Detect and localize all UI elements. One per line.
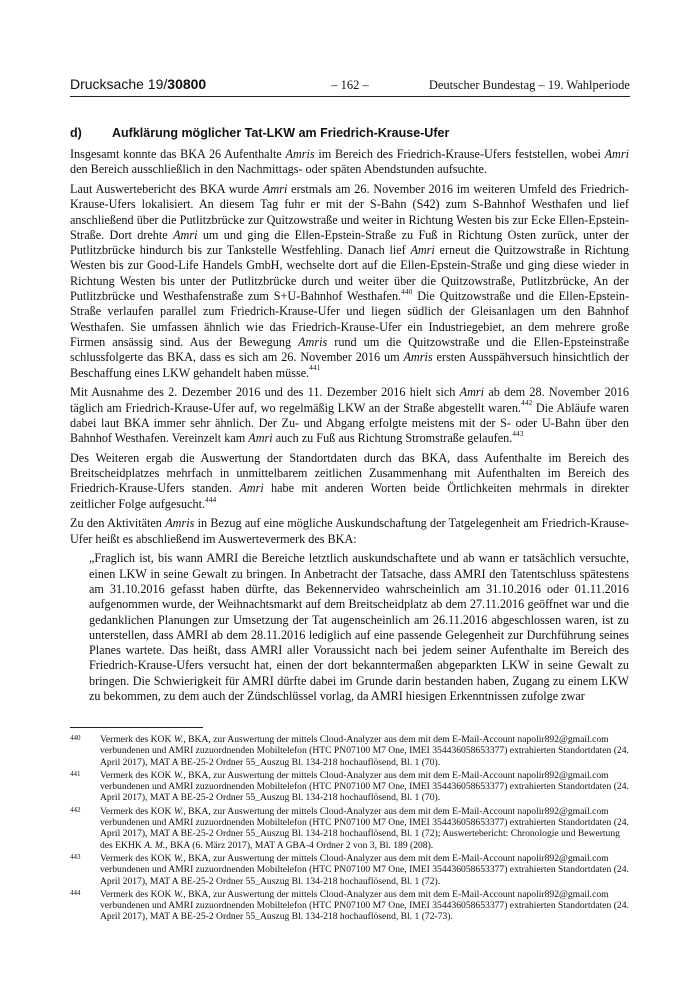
- text-run: ab dem 28. November 2016 täglich am Friedrich-Krause-Ufer auf, wo regelmäßig LKW an der Straße abgestellt waren.: [70, 385, 629, 415]
- text-run: erneut die Quitzowstraße in Richtung Westen bis zur Good-Life Handels GmbH, wechselte dort auf die Ellen-Epstein-Straße und ging diese wieder in Richtung Westen bis unter der Putlitzbrücke durch und weiter über die Quitzowstraße, Putlitzbrücke, An der Putlitzbrücke und Westhafenstraße zum S+U-Bahnhof Westhafen.: [70, 243, 630, 304]
- footnote-ref: 442: [520, 398, 533, 408]
- footnote-ref: 441: [309, 363, 321, 373]
- paragraph: [70, 385, 629, 446]
- italic-text: Amris: [298, 334, 328, 349]
- text-run: Vermerk des KOK: [100, 805, 174, 817]
- text-run: „Fraglich ist, bis wann AMRI die Bereiche letztlich auskundschaftete und ab wann er tatsächlich versuchte, einen LKW in seine Gewalt zu bringen. In Anbetracht der Tatsache, dass AMRI den Tatentschluss spätestens am 31.10.2016 gefasst haben dürfte, das Bekennervideo wahrscheinlich am 31.10.2016 oder 01.11.2016 aufgenommen wurde, der Weihnachtsmarkt auf dem Breitscheidplatz ab dem 27.11.2016 geöffnet war und die gedanklichen Planungen zur Umsetzung der Tat augenscheinlich am 26.11.2016 abgeschlossen waren, ist zu unterstellen, dass AMRI ab dem 28.11.2016 lediglich auf eine passende Gelegenheit zur Durchführung seines Planes wartete. Das heißt, dass AMRI aller Voraussicht nach bei jedem seiner Aufenthalte im Bereich des Friedrich-Krause-Ufers versucht hat, einen der dort bekanntermaßen abgeparkten LKW in seine Gewalt zu bringen. Die Schwierigkeit für AMRI dürfte dabei im Grunde darin bestanden haben, Zugang zu einem LKW zu bekommen, zu dem auch der Zündschlüssel vorlag, da AMRI hiesigen Erkenntnissen zufolge zwar: [89, 551, 629, 704]
- italic-text: Amri: [604, 147, 629, 161]
- text-run: um und ging die Ellen-Epstein-Straße zu Fuß in Richtung Osten zurück, unter der Putlitzbrücke hindurch bis zur Tankstelle Westfehling. Danach lief: [70, 227, 629, 258]
- italic-text: Amris: [403, 350, 433, 365]
- italic-text: W.: [173, 852, 184, 864]
- text-run: Mit Ausnahme des 2. Dezember 2016 und des 11. Dezember 2016 hielt sich: [70, 385, 460, 400]
- footnote: [70, 889, 630, 923]
- text-run: ersten Ausspähversuch hinsichtlich der Beschaffung eines LKW gehandelt haben müsse.: [70, 350, 629, 380]
- italic-text: W.: [173, 769, 184, 781]
- text-run: habe mit anderen Worten beide Örtlichkeiten mehrmals in direkter zeitlicher Folge aufgesucht.: [70, 481, 629, 511]
- section-title: Aufklärung möglicher Tat-LKW am Friedrich-Krause-Ufer: [112, 126, 450, 140]
- italic-text: Amris: [285, 147, 315, 161]
- italic-text: A. M.: [144, 839, 166, 851]
- italic-text: W.: [173, 734, 184, 745]
- italic-text: Amri: [239, 481, 264, 496]
- text-run: im Bereich des Friedrich-Krause-Ufers feststellen, wobei: [314, 147, 605, 161]
- footnote-number: 440: [70, 734, 81, 742]
- footnote: [70, 853, 630, 887]
- text-run: erstmals am 26. November 2016 im weiteren Umfeld des Friedrich-Krause-Ufers lokalisiert. An diesem Tag fuhr er mit der S-Bahn (S42) zum S-Bahnhof Westhafen und lief anschließend über die Putlitzbrücke zur Quitzowstraße und weiter in Richtung Westen bis zur Ecke Ellen-Epstein-Straße. Dort drehte: [70, 181, 629, 242]
- text-run: Vermerk des KOK: [100, 734, 174, 745]
- text-run: , BKA, zur Auswertung der mittels Cloud-Analyzer aus dem mit dem E-Mail-Account napolir892@gmail.com verbundenen und AMRI zuzuordnenden Mobiltelefon (HTC PN07100 M7 One, IMEI 354436058653377) extrahierten Standortdaten (24. April 2017), MAT A BE-25-2 Ordner 55_Auszug Bl. 134-218 hochauflösend, Bl. 1 (72).: [100, 852, 629, 887]
- text-run: , BKA, zur Auswertung der mittels Cloud-Analyzer aus dem mit dem E-Mail-Account napolir892@gmail.com verbundenen und AMRI zuzuordnenden Mobiltelefon (HTC PN07100 M7 One, IMEI 354436058653377) extrahierten Standortdaten (24. April 2017), MAT A BE-25-2 Ordner 55_Auszug Bl. 134-218 hochauflösend, Bl. 1 (70).: [100, 734, 629, 768]
- drucksache-prefix: Drucksache 19/: [70, 76, 168, 92]
- italic-text: Amris: [165, 516, 195, 531]
- text-run: Vermerk des KOK: [100, 852, 174, 864]
- footnote-ref: 440: [401, 287, 413, 296]
- text-run: Vermerk des KOK: [100, 888, 174, 900]
- footnote: [70, 734, 630, 768]
- footnote-ref: 443: [512, 429, 524, 439]
- text-run: , BKA, zur Auswertung der mittels Cloud-Analyzer aus dem mit dem E-Mail-Account napolir892@gmail.com verbundenen und AMRI zuzuordnenden Mobiltelefon (HTC PN07100 M7 One, IMEI 354436058653377) extrahierten Standortdaten (24. April 2017), MAT A BE-25-2 Ordner 55_Auszug Bl. 134-218 hochauflösend, Bl. 1 (72-73).: [100, 888, 629, 923]
- italic-text: Amri: [410, 243, 435, 258]
- footnote-number: 442: [70, 805, 81, 814]
- section-number: d): [70, 126, 82, 140]
- italic-text: Amri: [262, 181, 288, 196]
- paragraph: [70, 182, 629, 381]
- text-run: in Bezug auf eine mögliche Auskundschaftung der Tatgelegenheit am Friedrich-Krause-Ufer heißt es abschließend im Auswertevermerk des BKA:: [70, 516, 629, 546]
- italic-text: Amri: [248, 431, 273, 446]
- italic-text: Amri: [459, 385, 485, 400]
- header-publisher: Deutscher Bundestag – 19. Wahlperiode: [428, 78, 630, 92]
- text-run: Die Abläufe waren dabei laut BKA immer sehr ähnlich. Der Zu- und Abgang erfolgte meistens mit der S- oder U-Bahn über den Bahnhof Westhafen. Vereinzelt kam: [70, 400, 629, 446]
- text-run: Zu den Aktivitäten: [70, 516, 166, 531]
- page-number: – 162 –: [331, 78, 369, 92]
- paragraph: [70, 147, 629, 178]
- text-run: Laut Auswertebericht des BKA wurde: [70, 181, 263, 196]
- text-run: Insgesamt konnte das BKA 26 Aufenthalte: [70, 147, 286, 161]
- italic-text: W.: [173, 888, 184, 900]
- block-quote: [89, 551, 629, 704]
- paragraph: [70, 451, 629, 512]
- paragraph: [70, 516, 629, 547]
- text-run: rund um die Quitzowstraße und die Ellen-Epsteinstraße schlussfolgerte das BKA, dass es sich am 26. November 2016 um: [70, 334, 629, 365]
- text-run: Des Weiteren ergab die Auswertung der Standortdaten durch das BKA, dass Aufenthalte im Bereich des Breitscheidplatzes mehrfach in unmittelbarem zeitlichen Zusammenhang mit Aufenthalten im Bereich des Friedrich-Krause-Ufers standen.: [70, 450, 629, 496]
- footnote-number: 441: [70, 769, 81, 778]
- footnote-number: 443: [70, 852, 81, 861]
- text-run: auch zu Fuß aus Richtung Stromstraße gelaufen.: [272, 431, 513, 446]
- footnote: [70, 770, 630, 804]
- body-text: [70, 147, 629, 709]
- text-run: , BKA, zur Auswertung der mittels Cloud-Analyzer aus dem mit dem E-Mail-Account napolir892@gmail.com verbundenen und AMRI zuzuordnenden Mobiltelefon (HTC PN07100 M7 One, IMEI 354436058653377) extrahierten Standortdaten (24. April 2017), MAT A BE-25-2 Ordner 55_Auszug Bl. 134-218 hochauflösend, Bl. 1 (70).: [100, 769, 629, 804]
- footnote-ref: 444: [205, 494, 217, 504]
- text-run: den Bereich ausschließlich in den Nachmittags- oder späten Abendstunden aufsuchte.: [70, 162, 487, 177]
- text-run: , BKA (6. März 2017), MAT A GBA-4 Ordner 2 von 3, Bl. 189 (208).: [165, 839, 434, 851]
- text-run: Die Quitzowstraße und die Ellen-Epstein-Straße verlaufen parallel zum Friedrich-Krause-Ufer und liegen südlich der Gleisanlagen um den Bahnhof Westhafen. Sie umfassen ähnlich wie das Friedrich-Krause-Ufer ein Industriegebiet, an dem mehrere große Firmen ansässig sind. Aus der Bewegung: [70, 289, 629, 349]
- italic-text: W.: [173, 805, 184, 817]
- text-run: Vermerk des KOK: [100, 769, 174, 781]
- italic-text: Amri: [173, 227, 198, 242]
- footnotes: [70, 734, 630, 925]
- text-run: , BKA, zur Auswertung der mittels Cloud-Analyzer aus dem mit dem E-Mail-Account napolir892@gmail.com verbundenen und AMRI zuzuordnenden Mobiltelefon (HTC PN07100 M7 One, IMEI 354436058653377) extrahierten Standortdaten (24. April 2017), MAT A BE-25-2 Ordner 55_Auszug Bl. 134-218 hochauflösend, Bl. 1 (72); Auswertebericht: Chronologie und Bewertung des EKHK: [100, 805, 629, 851]
- section-heading: [70, 126, 630, 140]
- page-header: [70, 76, 630, 97]
- footnote: [70, 806, 630, 851]
- footnote-number: 444: [70, 888, 81, 897]
- drucksache-id: 30800: [167, 76, 207, 92]
- footnote-separator: [70, 727, 203, 728]
